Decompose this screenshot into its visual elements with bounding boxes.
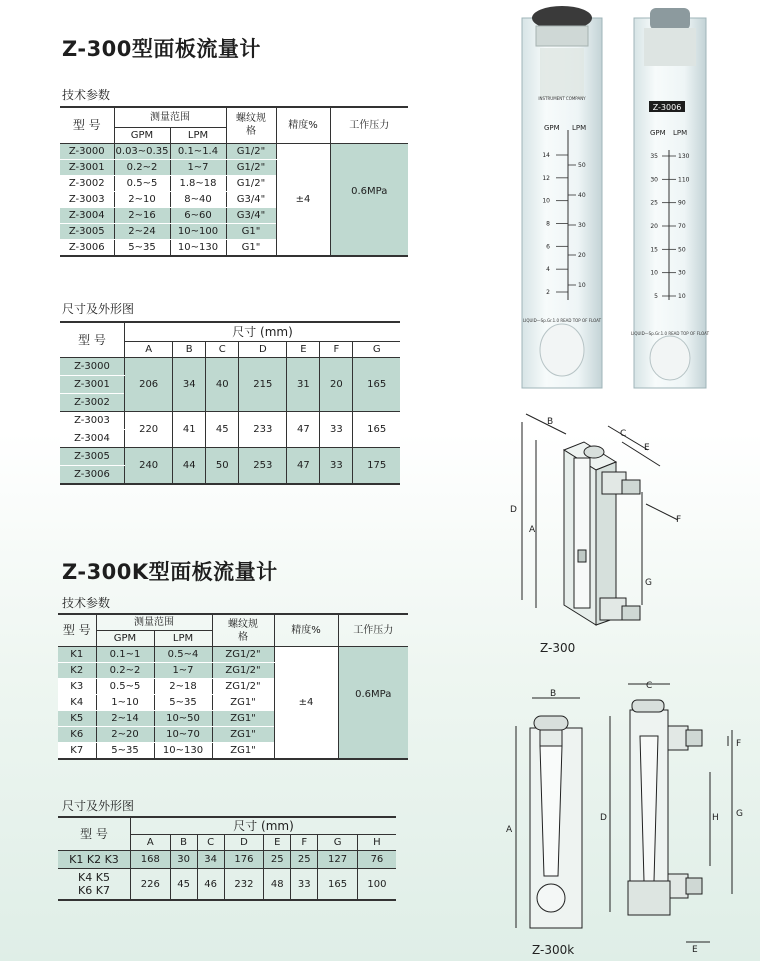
scale-tick-label: 20 <box>650 223 658 230</box>
accuracy-value: ±4 <box>274 647 338 760</box>
table-cell: 0.5~5 <box>96 679 154 695</box>
dimensions-heading: 尺寸及外形图 <box>62 302 135 316</box>
table-cell: Z-3002 <box>60 175 114 191</box>
table-cell: G1/2" <box>226 175 276 191</box>
header-lpm-2: LPM <box>154 631 212 647</box>
header-range-2: 测量范围 <box>96 614 212 631</box>
dim-value-cell: 33 <box>320 448 353 485</box>
dim-col-header: H <box>357 835 396 851</box>
table-row <box>60 358 400 376</box>
scale-tick-label: 10 <box>542 197 550 205</box>
dim-value-cell: 31 <box>287 358 320 412</box>
scale-tick-label: 5 <box>654 293 658 300</box>
right-bottom-port <box>650 336 690 380</box>
scale-tick-label: 30 <box>578 222 586 229</box>
dim-value-cell: 47 <box>287 412 320 448</box>
drawing-z300k-caption: Z-300k <box>532 943 575 957</box>
left-note: LIQUID—Sp.Gr.1.0 READ TOP OF FLOAT <box>522 318 602 323</box>
dim-e-2: E <box>692 945 698 955</box>
scale-tick-label: 90 <box>678 199 686 207</box>
dim-value-cell: 41 <box>173 412 206 448</box>
tech-table-z300 <box>60 106 408 257</box>
table-cell: 0.2~2 <box>114 159 170 175</box>
table-cell: ZG1" <box>212 695 274 711</box>
dim-value-cell: 232 <box>224 869 264 901</box>
scale-tick-label: 4 <box>546 266 550 274</box>
drawing-z300 <box>500 400 700 660</box>
scale-tick-label: 130 <box>678 153 690 160</box>
dim-col-header: F <box>291 835 318 851</box>
dim-value-cell: 215 <box>239 358 287 412</box>
table-cell: K7 <box>58 743 96 760</box>
scale-tick-label: 6 <box>546 243 550 251</box>
tech-table-z300k <box>58 613 408 760</box>
dim-b: B <box>547 417 554 427</box>
dim-value-cell: 168 <box>131 851 171 869</box>
table-cell: 5~35 <box>114 239 170 256</box>
table-cell: K2 <box>58 663 96 679</box>
table-cell: 5~35 <box>96 743 154 760</box>
scale-tick-label: 110 <box>678 176 690 184</box>
table-cell: 2~18 <box>154 679 212 695</box>
dim-a-2: A <box>506 825 513 835</box>
drawing-z300k <box>500 676 760 961</box>
header-model-2: 型 号 <box>58 614 96 647</box>
header-thread-2: 螺纹规格 <box>212 614 274 647</box>
pressure-value: 0.6MPa <box>338 647 408 760</box>
dim-value-cell: 47 <box>287 448 320 485</box>
dim-value-cell: 34 <box>197 851 224 869</box>
dim-value-cell: 165 <box>353 358 400 412</box>
table-cell: ZG1" <box>212 727 274 743</box>
dim-model-cell: K1 K2 K3 <box>58 851 131 869</box>
header-range: 测量范围 <box>114 107 226 127</box>
scale-tick-label: 35 <box>650 153 658 160</box>
table-cell: 10~100 <box>170 223 226 239</box>
dim-value-cell: 34 <box>173 358 206 412</box>
table-cell: ZG1/2" <box>212 663 274 679</box>
dim-header-model-2: 型 号 <box>58 817 131 851</box>
dim-e: E <box>644 443 650 453</box>
table-cell: ZG1/2" <box>212 647 274 663</box>
scale-tick-label: 15 <box>650 246 658 254</box>
scale-tick-label: 30 <box>678 269 686 277</box>
dim-model-cell: Z-3002 <box>60 394 125 412</box>
dim-value-cell: 25 <box>291 851 318 869</box>
table-cell: 1~10 <box>96 695 154 711</box>
page-title-z300: Z-300型面板流量计 <box>62 37 261 61</box>
scale-tick-label: 70 <box>678 223 686 230</box>
dim-header-size: 尺寸 (mm) <box>125 322 401 342</box>
dim-value-cell: 165 <box>353 412 400 448</box>
dim-b-2: B <box>550 689 557 699</box>
left-brand: INSTRUMENT COMPANY <box>538 96 586 101</box>
table-cell: 1.8~18 <box>170 175 226 191</box>
dim-col-header: B <box>170 835 197 851</box>
dim-d: D <box>510 505 517 515</box>
scale-tick-label: 10 <box>650 269 658 277</box>
table-cell: G3/4" <box>226 191 276 207</box>
dim-value-cell: 33 <box>291 869 318 901</box>
header-lpm: LPM <box>170 127 226 143</box>
dim-value-cell: 45 <box>170 869 197 901</box>
dim-value-cell: 44 <box>173 448 206 485</box>
table-cell: 0.1~1.4 <box>170 143 226 159</box>
scale-tick-label: 14 <box>542 152 550 159</box>
dim-col-header: E <box>287 342 320 358</box>
table-row <box>60 143 408 159</box>
dim-col-header: G <box>318 835 358 851</box>
scale-tick-label: 12 <box>542 174 550 182</box>
table-cell: Z-3001 <box>60 159 114 175</box>
right-lpm-label: LPM <box>673 129 688 137</box>
dim-g: G <box>645 578 652 588</box>
scale-tick-label: 40 <box>578 192 586 199</box>
table-cell: 0.5~5 <box>114 175 170 191</box>
header-pressure: 工作压力 <box>330 107 408 143</box>
table-cell: 10~130 <box>170 239 226 256</box>
scale-tick-label: 50 <box>578 162 586 169</box>
dim-col-header: F <box>320 342 353 358</box>
scale-tick-label: 30 <box>650 176 658 184</box>
dim-col-header: A <box>125 342 173 358</box>
dim-model-cell: Z-3006 <box>60 466 125 485</box>
table-cell: 10~70 <box>154 727 212 743</box>
dim-model-cell: Z-3000 <box>60 358 125 376</box>
table-cell: Z-3005 <box>60 223 114 239</box>
dim-value-cell: 76 <box>357 851 396 869</box>
header-model: 型 号 <box>60 107 114 143</box>
table-cell: 0.2~2 <box>96 663 154 679</box>
dim-col-header: G <box>353 342 400 358</box>
dim-col-header: C <box>206 342 239 358</box>
dim-col-header: D <box>239 342 287 358</box>
table-row <box>58 869 396 901</box>
header-accuracy-2: 精度% <box>274 614 338 647</box>
dim-value-cell: 226 <box>131 869 171 901</box>
table-row <box>60 412 400 430</box>
dim-model-cell: Z-3003 <box>60 412 125 430</box>
table-cell: K6 <box>58 727 96 743</box>
scale-tick-label: 2 <box>546 289 550 296</box>
table-cell: G1" <box>226 223 276 239</box>
dimension-table-z300 <box>60 321 400 485</box>
table-cell: 2~14 <box>96 711 154 727</box>
table-cell: 0.03~0.35 <box>114 143 170 159</box>
table-cell: 2~24 <box>114 223 170 239</box>
table-cell: 1~7 <box>154 663 212 679</box>
table-cell: ZG1/2" <box>212 679 274 695</box>
scale-tick-label: 20 <box>578 252 586 259</box>
table-cell: Z-3000 <box>60 143 114 159</box>
pressure-value: 0.6MPa <box>330 143 408 256</box>
dim-value-cell: 240 <box>125 448 173 485</box>
dim-value-cell: 46 <box>197 869 224 901</box>
left-bottom-port <box>540 324 584 376</box>
table-cell: 10~130 <box>154 743 212 760</box>
dimension-table-z300k <box>58 816 396 901</box>
dim-f: F <box>676 515 682 525</box>
table-cell: Z-3006 <box>60 239 114 256</box>
right-meter-cap <box>650 8 690 30</box>
table-cell: G1" <box>226 239 276 256</box>
table-cell: 2~16 <box>114 207 170 223</box>
dim-value-cell: 30 <box>170 851 197 869</box>
dim-value-cell: 175 <box>353 448 400 485</box>
dim-value-cell: 20 <box>320 358 353 412</box>
scale-tick-label: 8 <box>546 220 550 228</box>
table-cell: ZG1" <box>212 743 274 760</box>
table-row <box>60 448 400 466</box>
table-cell: 1~7 <box>170 159 226 175</box>
table-cell: Z-3004 <box>60 207 114 223</box>
dim-c: C <box>620 429 627 439</box>
header-accuracy: 精度% <box>276 107 330 143</box>
header-gpm: GPM <box>114 127 170 143</box>
dim-col-header: A <box>131 835 171 851</box>
table-cell: 8~40 <box>170 191 226 207</box>
dim-value-cell: 100 <box>357 869 396 901</box>
dim-value-cell: 165 <box>318 869 358 901</box>
drawing-z300-caption: Z-300 <box>540 641 576 655</box>
accuracy-value: ±4 <box>276 143 330 256</box>
dim-value-cell: 48 <box>264 869 291 901</box>
dim-c-2: C <box>646 681 653 691</box>
dim-col-header: D <box>224 835 264 851</box>
dim-value-cell: 253 <box>239 448 287 485</box>
dim-value-cell: 233 <box>239 412 287 448</box>
table-cell: G3/4" <box>226 207 276 223</box>
dim-model-cell <box>58 869 131 901</box>
dim-model-line: K4 K5 <box>78 871 110 884</box>
scale-tick-label: 50 <box>678 246 686 254</box>
table-row <box>58 647 408 663</box>
table-cell: K5 <box>58 711 96 727</box>
table-cell: Z-3003 <box>60 191 114 207</box>
right-gpm-label: GPM <box>650 129 666 137</box>
dim-value-cell: 50 <box>206 448 239 485</box>
scale-tick-label: 25 <box>650 199 658 207</box>
table-row <box>58 851 396 869</box>
table-cell: 6~60 <box>170 207 226 223</box>
dim-value-cell: 25 <box>264 851 291 869</box>
dim-col-header: C <box>197 835 224 851</box>
table-cell: 2~20 <box>96 727 154 743</box>
tech-params-heading-2: 技术参数 <box>62 596 111 610</box>
scale-tick-label: 10 <box>678 293 686 300</box>
dim-h-2: H <box>712 813 719 823</box>
table-cell: ZG1" <box>212 711 274 727</box>
table-cell: K4 <box>58 695 96 711</box>
flowmeter-photo <box>512 0 730 392</box>
table-cell: 2~10 <box>114 191 170 207</box>
dim-value-cell: 176 <box>224 851 264 869</box>
dim-value-cell: 40 <box>206 358 239 412</box>
right-model-label: Z-3006 <box>652 103 682 112</box>
dim-g-2: G <box>736 809 743 819</box>
dim-model-cell: Z-3005 <box>60 448 125 466</box>
table-cell: G1/2" <box>226 143 276 159</box>
dim-value-cell: 220 <box>125 412 173 448</box>
dim-model-cell: Z-3001 <box>60 376 125 394</box>
dim-f-2: F <box>736 739 742 749</box>
dim-col-header: B <box>173 342 206 358</box>
tech-params-heading: 技术参数 <box>62 88 111 102</box>
table-cell: K3 <box>58 679 96 695</box>
dim-value-cell: 127 <box>318 851 358 869</box>
page-title-z300k: Z-300K型面板流量计 <box>62 560 278 584</box>
dim-header-size-2: 尺寸 (mm) <box>131 817 397 835</box>
dim-value-cell: 206 <box>125 358 173 412</box>
scale-tick-label: 10 <box>578 282 586 289</box>
table-cell: G1/2" <box>226 159 276 175</box>
table-cell: 10~50 <box>154 711 212 727</box>
dim-model-line: K6 K7 <box>78 884 110 897</box>
dim-header-model: 型 号 <box>60 322 125 358</box>
table-cell: 0.5~4 <box>154 647 212 663</box>
dim-d-2: D <box>600 813 607 823</box>
right-note: LIQUID—Sp.Gr.1.0 READ TOP OF FLOAT <box>630 331 710 336</box>
left-lpm-label: LPM <box>572 124 587 132</box>
header-gpm-2: GPM <box>96 631 154 647</box>
table-cell: 5~35 <box>154 695 212 711</box>
dim-value-cell: 33 <box>320 412 353 448</box>
dim-col-header: E <box>264 835 291 851</box>
table-cell: 0.1~1 <box>96 647 154 663</box>
dimensions-heading-2: 尺寸及外形图 <box>62 799 135 813</box>
dim-a: A <box>529 525 536 535</box>
dim-value-cell: 45 <box>206 412 239 448</box>
header-pressure-2: 工作压力 <box>338 614 408 647</box>
left-gpm-label: GPM <box>544 124 560 132</box>
table-cell: K1 <box>58 647 96 663</box>
header-thread: 螺纹规格 <box>226 107 276 143</box>
dim-model-cell: Z-3004 <box>60 430 125 448</box>
